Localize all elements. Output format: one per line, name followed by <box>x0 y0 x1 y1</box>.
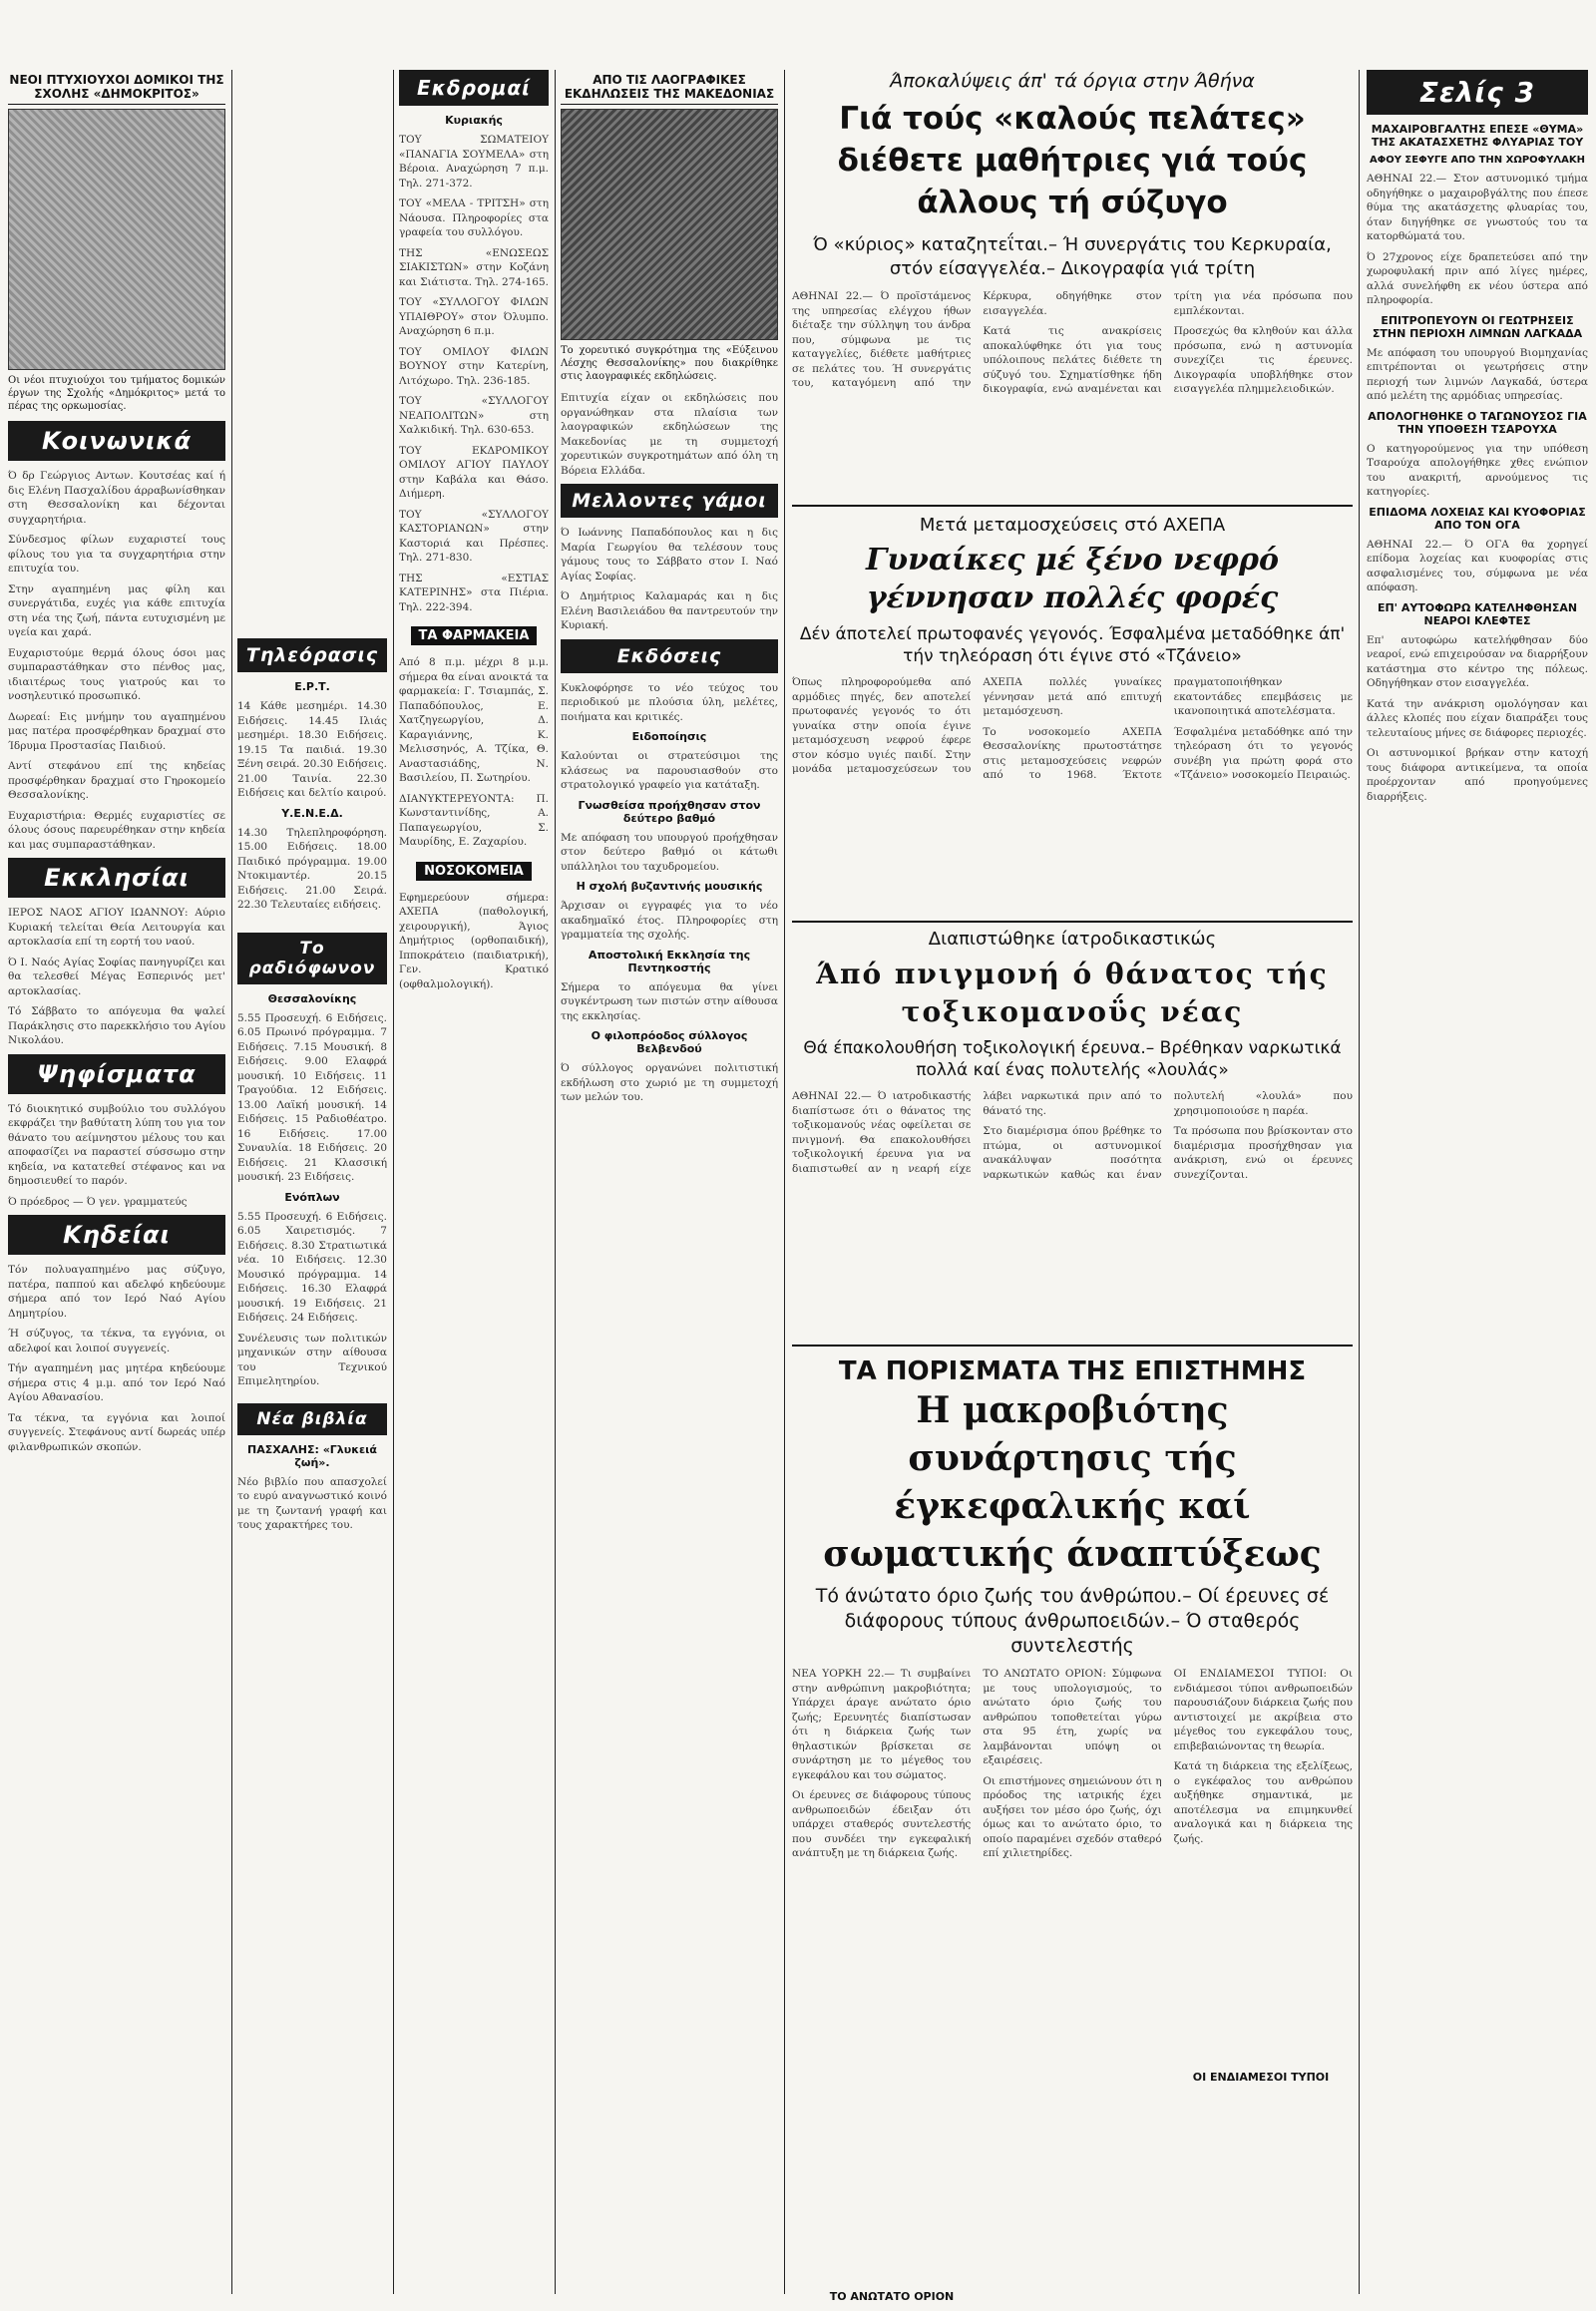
story4-headline: Η μακροβιότης συνάρτησις τής έγκεφαλικής καί σωματικής άναπτύξεως <box>823 1389 1322 1575</box>
publications-text: Κυκλοφόρησε το νέο τεύχος του περιοδικού με πλούσια ύλη, μελέτες, ποιήματα και κριτικές. <box>561 681 778 723</box>
story2-body: Όπως πληροφορούμεθα από αρμόδιες πηγές, δεν αποτελεί πρωτοφανές γεγονός το ότι γυναίκα στην οποία έγινε μεταμόσχευση νεφρού έφερε στον κόσμο υγιές παιδί. Στην μονάδα μεταμοσχεύσεων του ΑΧΕΠΑ πολλές γυναίκες γέννησαν μετά από επιτυχή μεταμόσχευση. Το νοσοκομείο ΑΧΕΠΑ Θεσσαλονίκης πρωτοστάτησε στις μεταμοσχεύσεις νεφρών από το 1968. Έκτοτε πραγματοποιήθηκαν εκατοντάδες επεμβάσεις με ικανοποιητικά αποτελέσματα. Έσφαλμένα μεταδόθηκε από την τηλεόραση ότι το γεγονός συνέβη για πρώτη φορά στο «Τζάνειο» νοσοκομείο Πειραιώς. <box>792 676 1353 781</box>
story2-headline: Γυναίκες μέ ξένο νεφρό γέννησαν πολλές φορές <box>865 543 1280 615</box>
section-banner-excursions: Εκδρομαί <box>399 70 549 106</box>
divider <box>792 921 1353 923</box>
brief-head: ΕΠΙΔΟΜΑ ΛΟΧΕΙΑΣ ΚΑΙ ΚΥΟΦΟΡΙΑΣ ΑΠΟ ΤΟΝ ΟΓΑ <box>1369 505 1586 532</box>
story2-kicker: Μετά μεταμοσχεύσεις στό ΑΧΕΠΑ <box>919 515 1226 536</box>
column-folklore <box>561 70 778 1111</box>
book-review: Νέο βιβλίο που απασχολεί το ευρύ αναγνωστικό κοινό με τη ζωντανή γραφή και τους χαρακτήρες του. <box>237 1475 387 1531</box>
note-text: Ό σύλλογος οργανώνει πολιτιστική εκδήλωση στο χωριό με τη συμμετοχή των μελών του. <box>561 1062 778 1103</box>
main-deck: Ό «κύριος» καταζητεΐται.– Ή συνεργάτις του Κερκυραία, στόν είσαγγελέα.– Δικογραφία γιά τρίτη <box>813 234 1332 279</box>
story4-deck: Τό άνώτατο όριο ζωής του άνθρώπου.– Οί έρευνες σέ διάφορους τύπους άνθρωποειδών.– Ό σταθερός συντελεστής <box>815 1585 1330 1657</box>
tv-channel-label: Ε.Ρ.Τ. <box>294 680 330 693</box>
folklore-text: Επιτυχία είχαν οι εκδηλώσεις που οργανώθηκαν στα πλαίσια των λαογραφικών εκδηλώσεων της Μακεδονίας με τη συμμετοχή χορευτικών συγκροτημάτων από όλη τη Βόρεια Ελλάδα. <box>561 392 778 477</box>
main-kicker: Άποκαλύψεις άπ' τά όργια στην Άθήνα <box>890 70 1255 92</box>
story4-body: ΝΕΑ ΥΟΡΚΗ 22.— Τι συμβαίνει στην ανθρώπινη μακροβιότητα; Υπάρχει άραγε ανώτατο όριο ζωής; Ερευνητές διαπίστωσαν ότι η διάρκεια ζωής των θηλαστικών βρίσκεται σε συνάρτηση με το μέγεθος του εγκεφάλου και του σώματος. Οι έρευνες σε διάφορους τύπους ανθρωποειδών έδειξαν ότι υπάρχει σταθερός συντελεστής που συνδέει την εγκεφαλική ανάπτυξη με τη διάρκεια ζωής. ΤΟ ΑΝΩΤΑΤΟ ΟΡΙΟΝ: Σύμφωνα με τους υπολογισμούς, το ανώτατο όριο ζωής του ανθρώπου τοποθετείται γύρω στα 95 έτη, χωρίς να λαμβάνονται υπόψη οι εξαιρέσεις. Οι επιστήμονες σημειώνουν ότι η πρόοδος της ιατρικής έχει αυξήσει τον μέσο όρο ζωής, όχι όμως και το ανώτατο όριο, το οποίο παραμένει σχεδόν σταθερό επί χιλιετηρίδες. ΟΙ ΕΝΔΙΑΜΕΣΟΙ ΤΥΠΟΙ: Οι ενδιάμεσοι τύποι ανθρωποειδών παρουσιάζουν διάρκεια ζωής που αντιστοιχεί με ακρίβεια στο μέγεθος του εγκεφάλου τους, επιβεβαιώνοντας τη θεωρία. Κατά τη διάρκεια της εξελίξεως, ο εγκέφαλος του ανθρώπου αυξήθηκε σημαντικά, με αποτέλεσμα να επιμηκυνθεί αναλογικά και η διάρκεια της ζωής. <box>792 1668 1353 1859</box>
note-head: Αποστολική Εκκλησία της Πεντηκοστής <box>588 948 751 974</box>
main-story-body: ΑΘΗΝΑΙ 22.— Ό προϊστάμενος της υπηρεσίας ελέγχου ήθων διέταξε την σύλληψη του άνδρα που, σύμφωνα με τις καταγγελίες, διέθετε μαθήτριες σε πελάτες του. Ή συνεργάτις του, καταγόμενη από την Κέρκυρα, οδηγήθηκε στον εισαγγελέα. Κατά τις ανακρίσεις αποκαλύφθηκε ότι για τους υπόλοιπους πελάτες διέθετε τη σύζυγό του. Σχηματίσθηκε ήδη δικογραφία, ενώ αναμένεται και τρίτη για νέα πρόσωπα που εμπλέκονται. Προσεχώς θα κληθούν και άλλα πρόσωπα, ενώ η αστυνομία συνεχίζει τις έρευνες. Δικογραφία υποβλήθηκε στον εισαγγελέα πλημμελειοδικών. <box>792 290 1353 395</box>
note-text: Άρχισαν οι εγγραφές για το νέο ακαδημαϊκό έτος. Πληροφορίες στη γραμματεία της σχολής. <box>561 900 778 941</box>
note-text: Με απόφαση του υπουργού προήχθησαν στον δεύτερο βαθμό οι κάτωθι υπάλληλοι του ταχυδρομείου. <box>561 831 778 873</box>
brief-text: Επ' αυτοφώρω κατελήφθησαν δύο νεαροί, ενώ επιχειρούσαν να διαρρήξουν κατάστημα στο κέντρο της πόλεως. Οδηγήθηκαν στον εισαγγελέα. Κατά την ανάκριση ομολόγησαν και άλλες κλοπές που είχαν διαπράξει τους τελευταίους μήνες σε διάφορες περιοχές. Οι αστυνομικοί βρήκαν στην κατοχή τους διάφορα αντικείμενα, τα οποία προέρχονταν από προηγούμενες διαρρήξεις. <box>1367 633 1588 803</box>
photo-caption: Οι νέοι πτυχιούχοι του τμήματος δομικών έργων της Σχολής «Δημόκριτος» μετά το πέρας της ορκωμοσίας. <box>8 375 225 412</box>
tv-listing: 14 Κάθε μεσημέρι. 14.30 Ειδήσεις. 14.45 Ιλιάς μεσημέρι. 18.30 Ειδήσεις. 19.15 Τα παιδιά. 19.30 Ξένη σειρά. 20.30 Ειδήσεις. 21.00 Ταινία. 22.30 Ειδήσεις και δελτίο καιρού. <box>237 700 387 799</box>
story3-deck: Θά έπακολουθήση τοξικολογική έρευνα.– Βρέθηκαν ναρκωτικά πολλά καί ένας πολυτελής «λουλάς» <box>803 1038 1342 1080</box>
right-column <box>1367 70 1588 810</box>
churches-text: ΙΕΡΟΣ ΝΑΟΣ ΑΓΙΟΥ ΙΩΑΝΝΟΥ: Αύριο Κυριακή τελείται Θεία Λειτουργία και αρτοκλασία επί τη εορτή του ναού. Ό Ι. Ναός Αγίας Σοφίας πανηγυρίζει και θα τελεσθεί Μέγας Εσπερινός μετ' αρτοκλασίας. Τό Σάββατο το απόγευμα θα ψαλεί Παράκλησις στο παρεκκλήσιο του Αγίου Νικολάου. <box>8 907 225 1046</box>
photo-headline: ΝΕΟΙ ΠΤΥΧΙΟΥΧΟΙ ΔΟΜΙΚΟΙ ΤΗΣ ΣΧΟΛΗΣ «ΔΗΜΟΚΡΙΤΟΣ» <box>8 70 225 105</box>
pharmacies-listing: Από 8 π.μ. μέχρι 8 μ.μ. σήμερα θα είναι ανοικτά τα φαρμακεία: Γ. Τσιαμπάς, Σ. Παπαδόπουλος, Ε. Χατζηγεωργίου, Δ. Καραγιάννης, Κ. Μελισσηνός, Α. Τζίκα, Θ. Αναστασιάδης, Ν. Βασιλείου, Π. Σωτηρίου. ΔΙΑΝΥΚΤΕΡΕΥΟΝΤΑ: Π. Κωνσταντινίδης, Α. Παπαγεωργίου, Σ. Μαυρίδης, Ε. Ζαχαρίου. <box>399 656 549 848</box>
resolutions-text: Τό διοικητικό συμβούλιο του συλλόγου εκφράζει την βαθύτατη λύπη του για τον θάνατο του αείμνηστου μέλους του και αποφασίζει να παραστεί σύσσωμο στην κηδεία, να κατατεθεί στέφανος και να δημοσιευθεί το παρόν. Ό πρόεδρος — Ό γεν. γραμματεύς <box>8 1102 225 1208</box>
page-number-banner: Σελίς 3 <box>1367 70 1588 115</box>
section-banner-books: Νέα βιβλία <box>237 1403 387 1435</box>
story3-kicker: Διαπιστώθηκε ίατροδικαστικώς <box>928 929 1217 950</box>
photo-headline: ΑΠΟ ΤΙΣ ΛΑΟΓΡΑΦΙΚΕΣ ΕΚΔΗΛΩΣΕΙΣ ΤΗΣ ΜΑΚΕΔΟΝΙΑΣ <box>561 70 778 105</box>
brief-head: ΕΠ' ΑΥΤΟΦΩΡΩ ΚΑΤΕΛΗΦΘΗΣΑΝ ΝΕΑΡΟΙ ΚΛΕΦΤΕΣ <box>1377 600 1578 627</box>
tv-channel-label: Υ.Ε.Ν.Ε.Δ. <box>281 806 343 820</box>
social-text: Ό δρ Γεώργιος Αντων. Κουτσέας καί ή δις Ελένη Πασχαλίδου άρραβωνίσθηκαν στη Θεσσαλονίκη και δέχονται συγχαρητήρια. Σύνδεσμος φίλων ευχαριστεί τους φίλους του για τα συγχαρητήρια στην επιτυχία του. Στην αγαπημένη μας φίλη και συνεργάτιδα, ευχές για κάθε επιτυχία στη νέα της ζωή, πάντα ευτυχισμένη με υγεία και χαρά. Ευχαριστούμε θερμά όλους όσοι μας συμπαραστάθηκαν στο πένθος μας, ιδιαιτέρως τους γιατρούς και το νοσηλευτικό προσωπικό. Δωρεαί: Εις μνήμην του αγαπημένου μας πατέρα προσφέρθηκαν δραχμαί στο Ίδρυμα Προστασίας Παιδιού. Αντί στεφάνου επί της κηδείας προσφέρθηκαν δραχμαί στο Γηροκομείο Θεσσαλονίκης. Ευχαριστήρια: Θερμές ευχαριστίες σε όλους όσους παρευρέθηκαν στην κηδεία και μας συμπαραστάθηκαν. <box>8 470 225 851</box>
section-banner-radio: Το ραδιόφωνον <box>237 933 387 984</box>
note-head: Η σχολή βυζαντινής μουσικής <box>576 880 763 893</box>
excursions-subhead: Κυριακής <box>445 114 503 127</box>
folklore-photo <box>561 109 778 340</box>
section-banner-funerals: Κηδείαι <box>8 1215 225 1255</box>
section-banner-publications: Εκδόσεις <box>561 639 778 673</box>
column-rule <box>1359 70 1360 2294</box>
radio-station-label: Ενόπλων <box>284 1190 340 1204</box>
weddings-text: Ό Ιωάννης Παπαδόπουλος και η δις Μαρία Γεωργίου θα τελέσουν τους γάμους τους το Σάββατο στον Ι. Ναό Αγίας Σοφίας. Ό Δημήτριος Καλαμαράς και η δις Ελένη Βασιλειάδου θα παντρευτούν την Κυριακή. <box>561 527 778 631</box>
brief-subhead: ΑΦΟΥ ΣΕΦΥΓΕ ΑΠΟ ΤΗΝ ΧΩΡΟΦΥΛΑΚΗ <box>1369 155 1586 166</box>
section-banner-tv: Τηλεόρασις <box>237 638 387 672</box>
main-headline: Γιά τούς «καλούς πελάτες» διέθετε μαθήτριες γιά τούς άλλους τή σύζυγο <box>837 101 1308 220</box>
book-title: ΠΑΣΧΑΛΗΣ: «Γλυκειά ζωή». <box>247 1442 377 1469</box>
column-rule <box>784 70 785 2294</box>
story3-body: ΑΘΗΝΑΙ 22.— Ό ιατροδικαστής διαπίστωσε ότι ο θάνατος της τοξικομανούς νέας οφείλεται σε πνιγμονή. Θα επακολουθήσει τοξικολογική έρευνα για να διαπιστωθεί αν η νεαρή είχε λάβει ναρκωτικά πριν από το θάνατό της. Στο διαμέρισμα όπου βρέθηκε το πτώμα, οι αστυνομικοί ανακάλυψαν ποσότητα ναρκωτικών καθώς και έναν πολυτελή «λουλά» που χρησιμοποιούσε η παρέα. Τα πρόσωπα που βρίσκονταν στο διαμέρισμα προσήχθησαν για ανάκριση, ενώ οι έρευνες συνεχίζονται. <box>792 1090 1353 1181</box>
note-text: Σήμερα το απόγευμα θα γίνει συγκέντρωση των πιστών στην αίθουσα της εκκλησίας. <box>561 980 778 1022</box>
divider <box>792 505 1353 507</box>
story4-subhead-left: ΤΟ ΑΝΩΤΑΤΟ ΟΡΙΟΝ <box>829 2290 955 2303</box>
note-head: Ειδοποίησις <box>631 730 707 743</box>
note-text: Καλούνται οι στρατεύσιμοι της κλάσεως να παρουσιασθούν στο στρατολογικό γραφείο για κατάταξη. <box>561 750 778 791</box>
hospitals-head: ΝΟΣΟΚΟΜΕΙΑ <box>416 862 532 881</box>
radio-listing: 5.55 Προσευχή. 6 Ειδήσεις. 6.05 Πρωινό πρόγραμμα. 7 Ειδήσεις. 7.15 Μουσική. 8 Ειδήσεις. 9.00 Ελαφρά μουσική. 10 Ειδήσεις. 11 Τραγούδια. 12 Ειδήσεις. 13.00 Λαϊκή μουσική. 14 Ειδήσεις. 15 Ραδιοθέατρο. 16 Ειδήσεις. 17.00 Συναυλία. 18 Ειδήσεις. 20 Ειδήσεις. 21 Κλασσική μουσική. 23 Ειδήσεις. <box>237 1011 387 1183</box>
brief-head: ΕΠΙΤΡΟΠΕΥΟΥΝ ΟΙ ΓΕΩΤΡΗΣΕΙΣ ΣΤΗΝ ΠΕΡΙΟΧΗ ΛΙΜΝΩΝ ΛΑΓΚΑΔΑ <box>1372 313 1583 340</box>
story4-kicker: ΤΑ ΠΟΡΙΣΜΑΤΑ ΤΗΣ ΕΠΙΣΤΗΜΗΣ <box>838 1356 1307 1386</box>
story4-subhead-right: ΟΙ ΕΝΔΙΑΜΕΣΟΙ ΤΥΠΟΙ <box>1192 2071 1330 2084</box>
hospitals-listing: Εφημερεύουν σήμερα: ΑΧΕΠΑ (παθολογική, χειρουργική), Άγιος Δημήτριος (ορθοπαιδική), Ιπποκράτειο (παιδιατρική), Γεν. Κρατικό (οφθαλμολογική). <box>399 891 549 990</box>
note-head: Γνωσθείσα προήχθησαν στον δεύτερο βαθμό <box>578 798 761 825</box>
section-banner-social: Κοινωνικά <box>8 421 225 461</box>
brief-text: Με απόφαση του υπουργού Βιομηχανίας επιτρέπονται οι γεωτρήσεις στην περιοχή των λιμνών Λαγκαδά, ύστερα από μελέτη της αρμόδιας υπηρεσίας. <box>1367 346 1588 402</box>
column-rule <box>231 70 232 2294</box>
main-story-area <box>792 70 1353 2303</box>
section-banner-weddings: Μελλοντες γάμοι <box>561 484 778 518</box>
section-banner-churches: Εκκλησίαι <box>8 858 225 898</box>
divider <box>792 1345 1353 1347</box>
story2-deck: Δέν άποτελεί πρωτοφανές γεγονός. Έσφαλμένα μεταδόθηκε άπ' τήν τηλεόραση ότι έγινε στό «Τζάνειο» <box>799 624 1346 666</box>
brief-text: Ο κατηγορούμενος για την υπόθεση Τσαρούχα απολογήθηκε χθες ενώπιον του ανακριτή, αρνούμενος τις κατηγορίες. <box>1367 442 1588 498</box>
graduates-photo <box>8 109 225 370</box>
brief-text: ΑΘΗΝΑΙ 22.— Ό ΟΓΑ θα χορηγεί επίδομα λοχείας και κυοφορίας στις ασφαλισμένες του, σύμφωνα με νέα απόφαση. <box>1367 538 1588 593</box>
column-excursions <box>399 70 549 997</box>
column-rule <box>393 70 394 2294</box>
tv-listing: 14.30 Τηλεπληροφόρηση. 15.00 Ειδήσεις. 18.00 Παιδικό πρόγραμμα. 19.00 Ντοκιμαντέρ. 20.15 Ειδήσεις. 21.00 Σειρά. 22.30 Τελευταίες ειδήσεις. <box>237 826 387 911</box>
left-column <box>8 70 225 1460</box>
note-head: Ο φιλοπρόοδος σύλλογος Βελβενδού <box>591 1029 748 1055</box>
story3-headline: Άπό πνιγμονή ό θάνατος τής τοξικομανοΰς νέας <box>816 958 1329 1028</box>
photo-caption: Το χορευτικό συγκρότημα της «Εύξεινου Λέσχης Θεσσαλονίκης» που διακρίθηκε στις λαογραφικές εκδηλώσεις. <box>561 345 778 382</box>
funerals-text: Τόν πολυαγαπημένο μας σύζυγο, πατέρα, παππού και αδελφό κηδεύουμε σήμερα από τον Ιερό Ναό Αγίου Δημητρίου. Ή σύζυγος, τα τέκνα, τα εγγόνια, οι αδελφοί και λοιποί συγγενείς. Τήν αγαπημένη μας μητέρα κηδεύουμε σήμερα στις 4 μ.μ. από τον Ιερό Ναό Αγίου Αθανασίου. Τα τέκνα, τα εγγόνια και λοιποί συγγενείς. Στεφάνους αντί δωρεάς υπέρ φιλανθρωπικών σκοπών. <box>8 1264 225 1453</box>
excursions-listing: ΤΟΥ ΣΩΜΑΤΕΙΟΥ «ΠΑΝΑΓΙΑ ΣΟΥΜΕΛΑ» στη Βέροια. Αναχώρηση 7 π.μ. Τηλ. 271-372. ΤΟΥ «ΜΕΛΑ - ΤΡΙΤΣΗ» στη Νάουσα. Πληροφορίες στα γραφεία του συλλόγου. ΤΗΣ «ΕΝΩΣΕΩΣ ΣΙΑΚΙΣΤΩΝ» στην Κοζάνη και Σιάτιστα. Τηλ. 274-165. ΤΟΥ «ΣΥΛΛΟΓΟΥ ΦΙΛΩΝ ΥΠΑΙΘΡΟΥ» στον Όλυμπο. Αναχώρηση 6 π.μ. ΤΟΥ ΟΜΙΛΟΥ ΦΙΛΩΝ ΒΟΥΝΟΥ στην Κατερίνη, Λιτόχωρο. Τηλ. 236-185. ΤΟΥ «ΣΥΛΛΟΓΟΥ ΝΕΑΠΟΛΙΤΩΝ» στη Χαλκιδική. Τηλ. 630-653. ΤΟΥ ΕΚΔΡΟΜΙΚΟΥ ΟΜΙΛΟΥ ΑΓΙΟΥ ΠΑΥΛΟΥ στην Καβάλα και Θάσο. Διήμερη. ΤΟΥ «ΣΥΛΛΟΓΟΥ ΚΑΣΤΟΡΙΑΝΩΝ» στην Καστοριά και Πρέσπες. Τηλ. 271-830. ΤΗΣ «ΕΣΤΙΑΣ ΚΑΤΕΡΙΝΗΣ» στα Πιέρια. Τηλ. 222-394. <box>399 134 549 613</box>
radio-listing: 5.55 Προσευχή. 6 Ειδήσεις. 6.05 Χαιρετισμός. 7 Ειδήσεις. 8.30 Στρατιωτικά νέα. 10 Ειδήσεις. 12.30 Μουσικό πρόγραμμα. 14 Ειδήσεις. 16.30 Ελαφρά μουσική. 19 Ειδήσεις. 21 Ειδήσεις. 24 Ειδήσεις. Συνέλευσις των πολιτικών μηχανικών στην αίθουσα του Τεχνικού Επιμελητηρίου. <box>237 1210 387 1387</box>
brief-head: ΜΑΧΑΙΡΟΒΓΑΛΤΗΣ ΕΠΕΣΕ «ΘΥΜΑ» ΤΗΣ ΑΚΑΤΑΣΧΕΤΗΣ ΦΛΥΑΡΙΑΣ ΤΟΥ <box>1371 123 1584 149</box>
brief-head: ΑΠΟΛΟΓΗΘΗΚΕ Ο ΤΑΓΩΝΟΥΣΟΣ ΓΙΑ ΤΗΝ ΥΠΟΘΕΣΗ ΤΣΑΡΟΥΧΑ <box>1368 409 1587 436</box>
pharmacies-head: ΤΑ ΦΑΡΜΑΚΕΙΑ <box>411 626 538 645</box>
radio-station-label: Θεσσαλονίκης <box>267 991 357 1005</box>
brief-text: ΑΘΗΝΑΙ 22.— Στον αστυνομικό τμήμα οδηγήθηκε ο μαχαιροβγάλτης που έπεσε θύμα της ακατάσχετης φλυαρίας του, όταν διηγήθηκε σε γνωστούς του τα κατορθώματά του. Ό 27χρονος είχε δραπετεύσει από την χωροφυλακή πριν από λίγες ημέρες, αλλά συνελήφθη εκ νέου ύστερα από πληροφορία. <box>1367 173 1588 306</box>
section-banner-resolutions: Ψηφίσματα <box>8 1054 225 1094</box>
column-tv-radio <box>237 70 387 1539</box>
column-rule <box>555 70 556 2294</box>
